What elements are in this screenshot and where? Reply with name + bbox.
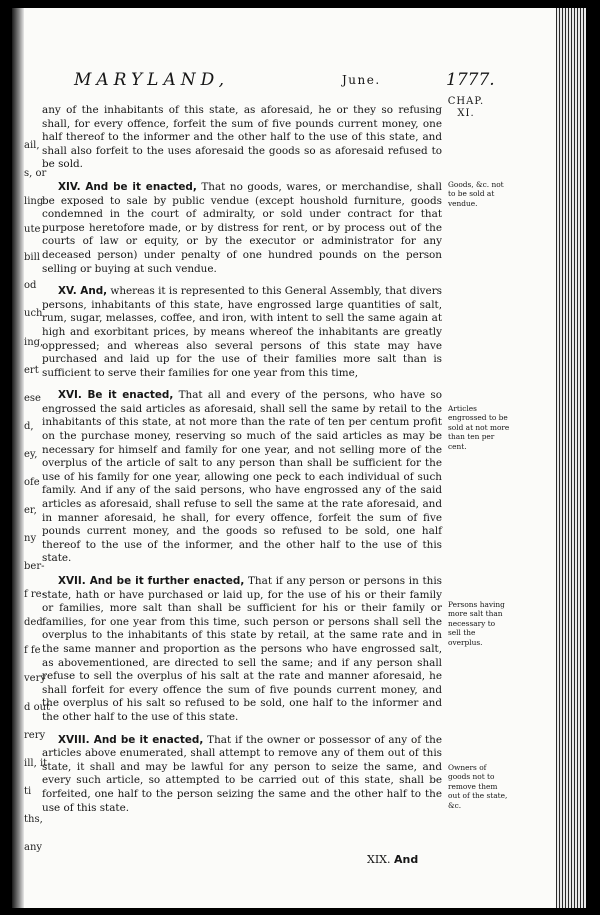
margin-fragment: ill, it	[24, 757, 48, 769]
margin-fragment: very	[24, 673, 46, 685]
margin-fragment: ing,	[24, 336, 44, 348]
margin-fragment: f fe	[24, 645, 41, 657]
paragraph	[42, 575, 442, 725]
section-lead: XVIII. And be it enacted,	[58, 733, 204, 746]
margin-fragment: ese	[24, 392, 41, 404]
margin-fragment: uch	[24, 308, 43, 320]
paragraph-text: whereas it is represented to this General Assembly, that divers persons, inhabitants of this state, have engrossed large quantities of salt, rum, sugar, melasses, coffee, and iron, with intent to sell the same again at high and exorbitant prices, by means whereof the inhabitants are greatly oppressed; and whereas also several persons of this state may have purchased and laid up for the use of their families more salt than is sufficient to serve their families for one year from this time,	[42, 285, 442, 379]
paragraph-text: That if any person or persons in this state, hath or have purchased or laid up, for the use of his or their family or families, more salt than shall be sufficient for his or their family or families, for one year from this time, such person or persons shall sell the overplus to the inhabitants of this state by retail, at the same rate and in the same manner and proportion as the persons who have engrossed salt, as abovementioned, are directed to sell the same; and if any person shall refuse to sell the overplus of his salt at the rate and manner aforesaid, he shall forfeit for every offence the sum of five pounds current money, and the overplus of his salt so refused to be sold, one half to the informer and the other half to the use of this state.	[42, 575, 443, 723]
side-note: Articles engrossed to be sold at not more than ten per cent.	[448, 404, 510, 451]
paragraph-text: any of the inhabitants of this state, as aforesaid, he or they so refusing shall, for every offence, forfeit the sum of five pounds current money, one half thereof to the informer and the other half to the use of this state, and shall also forfeit to the uses aforesaid the goods so as aforesaid refused to be sold.	[42, 104, 442, 171]
paragraph-text: That all and every of the persons, who have so engrossed the said articles as aforesaid, shall sell the same by retail to the inhabitants of this state, at not more than the rate of ten per centum profit on the purchase money, reserving so much of the said articles as may be necessary for himself and family for one year, and not selling more of the overplus of the article of salt to any person than shall be sufficient for the use of his family for one year, allowing one peck to each individual of such family. And if any of the said persons, who have engrossed any of the said articles as aforesaid, shall refuse to sell the same at the rate aforesaid, and in manner aforesaid, he shall, for every offence, forfeit the sum of five pounds current money, and the goods so refused to be sold, one half thereof to the use of the informer, and the other half to the use of this state.	[42, 389, 442, 565]
margin-fragment: s, or	[24, 168, 47, 180]
chapter-label	[436, 96, 496, 120]
section-lead: XV. And,	[58, 285, 108, 298]
paragraph	[42, 285, 442, 380]
header-year: 1777.	[446, 70, 495, 90]
catchword-number: XIX.	[367, 853, 391, 866]
margin-fragment: bill	[24, 252, 40, 264]
margin-fragment: ny	[24, 533, 37, 545]
header-title: MARYLAND,	[74, 70, 230, 90]
book-page	[12, 8, 586, 908]
margin-fragment: ail,	[24, 140, 40, 151]
gutter-shadow	[12, 8, 24, 908]
margin-fragment: ti	[24, 785, 32, 797]
margin-fragment: d out	[24, 701, 51, 713]
body-text	[42, 104, 442, 824]
header-month: June.	[342, 73, 381, 87]
margin-fragment: rery	[24, 729, 46, 741]
catchword	[367, 853, 418, 866]
margin-fragment: od	[24, 280, 37, 292]
chapter-number: XI.	[457, 108, 475, 119]
paragraph	[42, 104, 442, 172]
left-margin-fragments	[24, 8, 51, 908]
margin-fragment: ling	[24, 196, 44, 208]
margin-fragment: ths,	[24, 813, 43, 825]
margin-fragment: er,	[24, 505, 37, 516]
side-note: Goods, &c. not to be sold at vendue.	[448, 180, 504, 208]
running-header	[74, 70, 495, 92]
paragraph	[42, 389, 442, 566]
margin-fragment: ey,	[24, 448, 38, 460]
section-lead: XVII. And be it further enacted,	[58, 575, 245, 587]
paragraph-text: That no goods, wares, or merchandise, shall be exposed to sale by public vendue (except houshold furniture, goods condemned in the court of admiralty, or sold under contract for that purpose heretofore made, or by distress for rent, or by process out of the courts of law or equity, or by the executor or administrator for any deceased person) under penalty of one hundred pounds on the person selling or buying at such vendue.	[42, 180, 442, 275]
page-edges	[556, 8, 586, 908]
margin-fragment: any	[24, 841, 43, 853]
margin-fragment: f re-	[24, 589, 45, 601]
margin-fragment: ded	[24, 617, 43, 629]
margin-fragment: ber-	[24, 561, 45, 573]
section-lead: XVI. Be it enacted,	[58, 389, 174, 402]
paragraph-text: That if the owner or possessor of any of the articles above enumerated, shall attempt to remove any of them out of this state, it shall and may be lawful for any person to seize the same, and every such article, so attempted to be carried out of this state, shall be forfeited, one half to the person seizing the same and the other half to the use of this state.	[42, 733, 442, 814]
catchword-word: And	[394, 853, 419, 866]
margin-fragment: ert	[24, 364, 39, 376]
paragraph	[42, 734, 442, 816]
margin-fragment: d,	[24, 420, 34, 432]
section-lead: XIV. And be it enacted,	[58, 180, 197, 193]
margin-fragment: ute	[24, 224, 41, 236]
side-note: Owners of goods not to remove them out of the state, &c.	[448, 763, 508, 810]
margin-fragment: ofe	[24, 476, 40, 488]
chapter-word: CHAP.	[447, 96, 485, 107]
paragraph	[42, 181, 442, 276]
side-note: Persons having more salt than necessary to sell the overplus.	[448, 600, 505, 647]
